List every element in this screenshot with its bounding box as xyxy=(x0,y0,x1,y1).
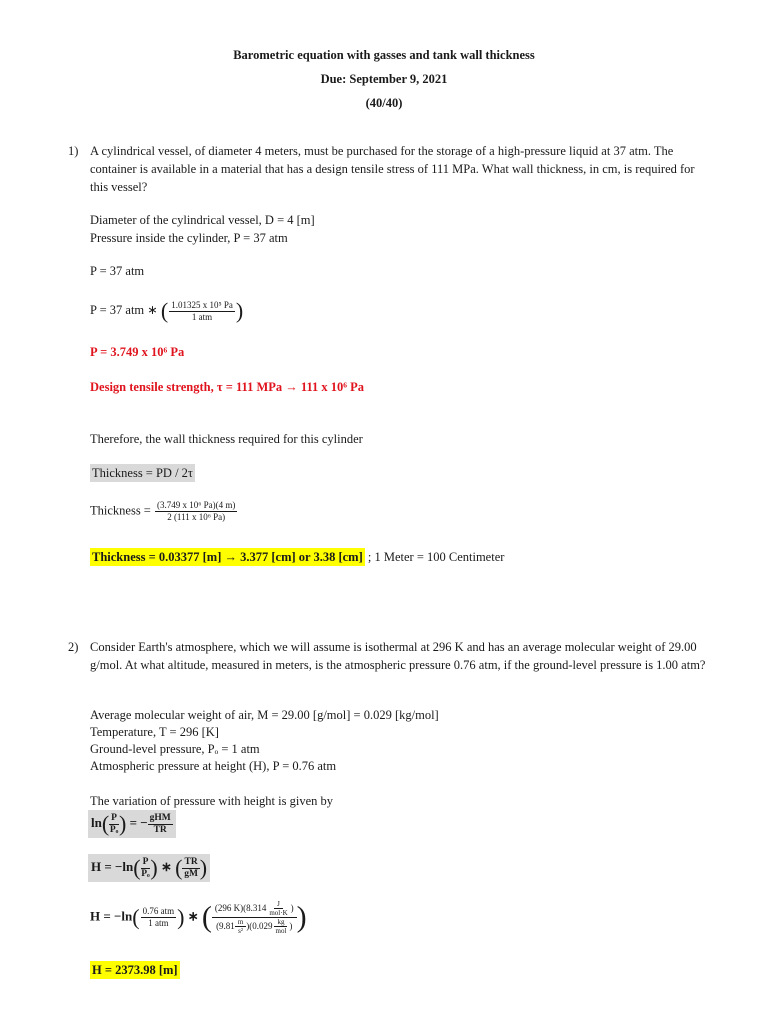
eq1-equals: = − xyxy=(129,814,148,830)
eq3-pressure-ratio xyxy=(141,906,177,929)
eq1-ln: ln xyxy=(91,814,102,830)
eq3-big-fraction xyxy=(212,900,297,935)
eq3-numerator xyxy=(212,900,297,918)
eq3-top-unit-num: J xyxy=(274,900,283,909)
left-paren: ( xyxy=(101,811,110,836)
eq2-po: Pₒ xyxy=(141,868,150,879)
variation-line: The variation of pressure with height is given by xyxy=(90,794,333,808)
question-2-text: Consider Earth's atmosphere, which we will assume is isothermal at 296 K and has an average molecular weight of 29.00 g/mol. At what altitude, measured in meters, is the atmospheric pressure 0.76 atm, if the ground-level pressure is 1.00 atm? xyxy=(90,640,706,672)
eq3-top-a: (296 K)(8.314 xyxy=(214,903,267,913)
due-date: Due: September 9, 2021 xyxy=(320,72,448,86)
conversion-denominator: 1 atm xyxy=(191,311,213,322)
right-paren: ) xyxy=(177,904,185,930)
thickness-formula-text: Thickness = PD / 2τ xyxy=(92,466,193,480)
pressure-conversion-lhs: P = 37 atm ∗ xyxy=(90,302,158,317)
pressure-equation: P = 37 atm xyxy=(90,264,145,278)
atmospheric-pressure-line: Atmospheric pressure at height (H), P = 0.76 atm xyxy=(90,759,337,773)
conversion-numerator: 1.01325 x 10⁵ Pa xyxy=(171,299,233,310)
eq3-bot-unit1 xyxy=(235,918,246,935)
eq3-ratio-den: 1 atm xyxy=(148,918,169,928)
question-2-number: 2) xyxy=(68,640,79,654)
eq3-bot-b: )(0.029 xyxy=(246,921,273,931)
pressure-line: Pressure inside the cylinder, P = 37 atm xyxy=(90,231,288,245)
right-paren: ) xyxy=(118,811,127,836)
height-result-line xyxy=(90,963,180,978)
eq3-bot-unit2-num: kg xyxy=(274,918,287,927)
barometric-equation xyxy=(88,810,176,838)
eq2-p: P xyxy=(142,856,149,867)
ground-pressure-line: Ground-level pressure, Pₒ = 1 atm xyxy=(90,742,260,756)
question-1-text: A cylindrical vessel, of diameter 4 meters, must be purchased for the storage of a high-pressure liquid at 37 atm. The container is available in a material that has a design tensile stress of 111 MPa. What wall thickness, in cm, is required for this vessel? xyxy=(90,144,695,194)
eq3-top-b: ) xyxy=(290,903,294,913)
height-result: H = 2373.98 [m] xyxy=(92,963,178,977)
right-paren: ) xyxy=(235,298,244,323)
eq3-ratio-num: 0.76 atm xyxy=(142,906,175,916)
eq3-denominator xyxy=(213,918,295,935)
pressure-conversion xyxy=(90,298,243,324)
molecular-weight-line: Average molecular weight of air, M = 29.00 [g/mol] = 0.029 [kg/mol] xyxy=(90,708,439,722)
eq3-bot-unit1-den: s² xyxy=(238,927,243,935)
height-substitution xyxy=(90,900,307,935)
conversion-fraction xyxy=(169,300,235,323)
thickness-fraction xyxy=(155,500,237,523)
eq2-pressure-ratio xyxy=(141,857,151,880)
eq1-pressure-ratio xyxy=(109,813,119,836)
left-paren: ( xyxy=(160,298,169,323)
eq2-lhs: H = −ln xyxy=(91,858,134,874)
left-paren: ( xyxy=(133,855,141,880)
eq2-num: TR xyxy=(184,856,198,867)
eq3-top-unit xyxy=(266,900,290,917)
eq1-den: TR xyxy=(153,824,167,835)
left-paren: ( xyxy=(132,904,140,930)
eq1-rhs-fraction xyxy=(148,813,173,836)
eq1-po: Pₒ xyxy=(109,824,119,835)
thickness-calculation xyxy=(90,500,238,523)
score: (40/40) xyxy=(365,96,403,110)
height-equation xyxy=(88,854,210,882)
eq1-num: gHM xyxy=(149,812,171,823)
thickness-denominator: 2 (111 x 10⁶ Pa) xyxy=(167,512,226,522)
eq3-bot-c: ) xyxy=(289,921,293,931)
therefore-line: Therefore, the wall thickness required for this cylinder xyxy=(90,432,363,446)
thickness-formula xyxy=(90,466,195,481)
unit-note: ; 1 Meter = 100 Centimeter xyxy=(367,550,505,564)
thickness-result-line xyxy=(90,550,504,565)
eq1-p: P xyxy=(111,812,117,823)
right-paren: ) xyxy=(199,855,208,880)
eq2-tr-gm-fraction xyxy=(182,857,199,880)
right-paren: ) xyxy=(150,855,158,880)
diameter-line: Diameter of the cylindrical vessel, D = 4 [m] xyxy=(90,213,315,227)
eq3-bot-unit1-num: m xyxy=(235,918,246,927)
tensile-strength: Design tensile strength, τ = 111 MPa → 111 x 10⁶ Pa xyxy=(90,380,365,394)
eq3-lhs: H = −ln xyxy=(90,908,133,924)
eq3-bot-a: (9.81 xyxy=(216,921,235,931)
thickness-numerator: (3.749 x 10⁶ Pa)(4 m) xyxy=(156,500,236,510)
left-paren: ( xyxy=(201,900,212,934)
eq3-bot-unit2 xyxy=(273,918,293,935)
eq2-den: gM xyxy=(184,868,198,879)
temperature-line: Temperature, T = 296 [K] xyxy=(90,725,219,739)
eq3-top-unit-den: mol·K xyxy=(269,909,288,917)
question-1-number: 1) xyxy=(68,144,79,158)
eq3-mult: ∗ xyxy=(187,908,199,924)
eq3-bot-unit2-den: mol xyxy=(275,927,287,935)
thickness-result: Thickness = 0.03377 [m] → 3.377 [cm] or 3.38 [cm] xyxy=(92,550,363,564)
document-title: Barometric equation with gasses and tank wall thickness xyxy=(233,48,535,62)
eq2-mult: ∗ xyxy=(161,858,172,874)
right-paren: ) xyxy=(296,900,307,934)
pressure-result: P = 3.749 x 10⁶ Pa xyxy=(90,345,185,359)
thickness-lhs: Thickness = xyxy=(90,503,151,518)
left-paren: ( xyxy=(175,855,183,880)
